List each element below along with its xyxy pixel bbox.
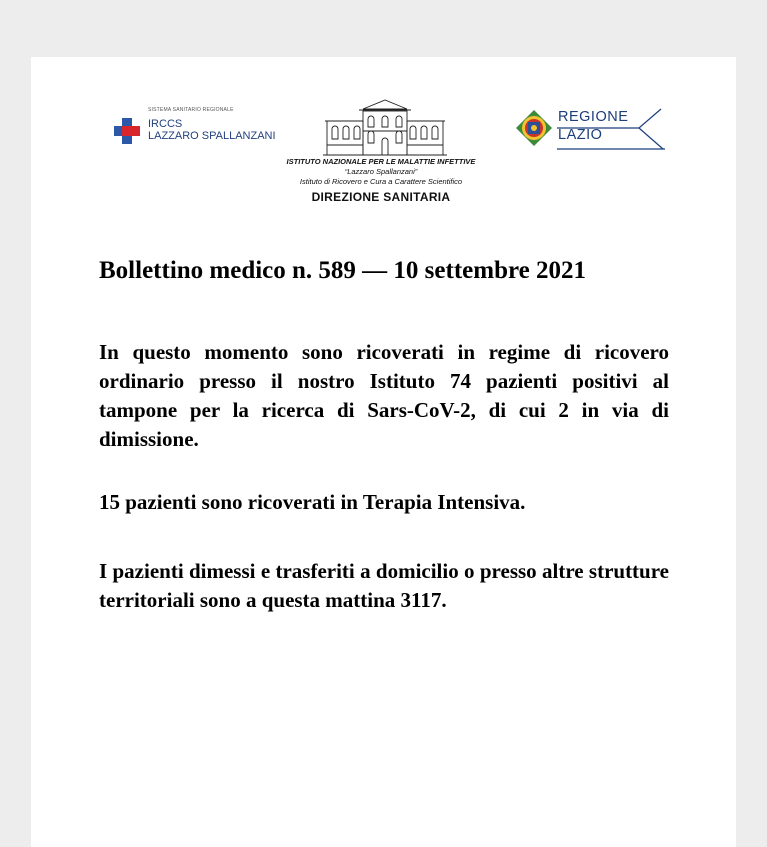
- logo-line-irccs: IRCCS: [148, 118, 183, 130]
- institute-heading: [231, 157, 531, 205]
- regione-lazio-logo: [515, 107, 665, 151]
- department-name: DIREZIONE SANITARIA: [311, 190, 451, 204]
- institute-building-icon: [323, 97, 447, 157]
- regione-text: REGIONE: [558, 109, 629, 125]
- paragraph-discharged: I pazienti dimessi e trasferiti a domicilio o presso altre strutture territoriali sono a questa mattina 3117.: [99, 559, 669, 612]
- medical-cross-icon: [113, 117, 141, 145]
- institute-name: ISTITUTO NAZIONALE PER LE MALATTIE INFETTIVE: [286, 157, 476, 166]
- logo-line-spallanzani: LAZZARO SPALLANZANI: [148, 130, 276, 142]
- institute-description: Istituto di Ricovero e Cura a Carattere Scientifico: [299, 177, 463, 186]
- paragraph-hospitalized: In questo momento sono ricoverati in regime di ricovero ordinario presso il nostro Istituto 74 pazienti positivi al tampone per la ricerca di Sars-CoV-2, di cui 2 in via di dimissione.: [99, 340, 669, 451]
- institute-subname: “Lazzaro Spallanzani”: [344, 167, 418, 176]
- lazio-text: LAZIO: [558, 127, 603, 143]
- logo-small-caption: SISTEMA SANITARIO REGIONALE: [148, 107, 234, 113]
- spallanzani-logo: [111, 107, 281, 147]
- document-page: [31, 57, 736, 847]
- paragraph-intensive-care: 15 pazienti sono ricoverati in Terapia Intensiva.: [99, 490, 526, 514]
- bulletin-title: Bollettino medico n. 589 — 10 settembre 2021: [99, 257, 586, 284]
- regione-seal-icon: [515, 109, 553, 147]
